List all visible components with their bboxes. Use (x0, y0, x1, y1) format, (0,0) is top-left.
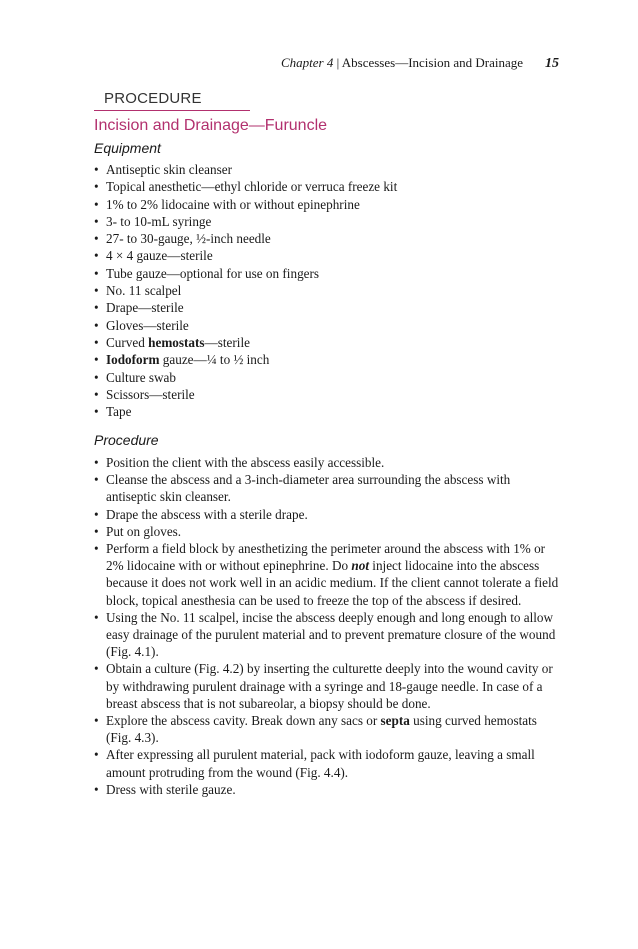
list-item: • Obtain a culture (Fig. 4.2) by inserting the culturette deeply into the wound cavity or by withdrawing purulent drainage with a syringe and 18-gauge needle. In case of a breast abscess that is not subareolar, a biopsy should be done. (94, 660, 564, 712)
list-item: • Drape—sterile (94, 299, 554, 316)
list-item: • Put on gloves. (94, 523, 564, 540)
bold-term: hemostats (148, 334, 205, 350)
procedure-rule (94, 110, 250, 111)
emphasis-not: not (351, 558, 369, 574)
list-item: • Scissors—sterile (94, 386, 554, 403)
running-head (281, 55, 559, 72)
list-item: • Explore the abscess cavity. Break down any sacs or septa using curved hemostats (Fig. 4.3). (94, 712, 564, 746)
list-item: • Position the client with the abscess easily accessible. (94, 454, 564, 471)
list-item: • Cleanse the abscess and a 3-inch-diameter area surrounding the abscess with antiseptic skin cleanser. (94, 471, 564, 505)
list-item: • After expressing all purulent material, pack with iodoform gauze, leaving a small amount protruding from the wound (Fig. 4.4). (94, 746, 564, 780)
list-item: • Using the No. 11 scalpel, incise the abscess deeply enough and long enough to allow easy drainage of the purulent material and to prevent premature closure of the wound (Fig. 4.1). (94, 609, 564, 661)
bold-term: Iodoform (106, 352, 160, 368)
list-item: • Culture swab (94, 369, 554, 386)
equipment-heading: Equipment (94, 140, 161, 156)
list-item: • No. 11 scalpel (94, 282, 554, 299)
procedure-label: PROCEDURE (104, 90, 202, 107)
list-item: • 3- to 10-mL syringe (94, 213, 554, 230)
list-item: • Drape the abscess with a sterile drape. (94, 506, 564, 523)
list-item: • Curved hemostats—sterile (94, 334, 554, 351)
chapter-title: Abscesses—Incision and Drainage (341, 55, 523, 70)
list-item: • 1% to 2% lidocaine with or without epinephrine (94, 196, 554, 213)
procedure-steps (94, 454, 564, 798)
chapter-label: Chapter 4 (281, 55, 334, 70)
list-item: • Tape (94, 403, 554, 420)
list-item: • Tube gauze—optional for use on fingers (94, 265, 554, 282)
equipment-list (94, 161, 554, 420)
bold-term: septa (380, 713, 410, 729)
list-item: • Dress with sterile gauze. (94, 781, 564, 798)
section-title: Incision and Drainage—Furuncle (94, 117, 328, 134)
procedure-heading: Procedure (94, 432, 159, 448)
header-separator: | (333, 55, 342, 70)
list-item: • Iodoform gauze—¼ to ½ inch (94, 351, 554, 368)
list-item: • 27- to 30-gauge, ½-inch needle (94, 230, 554, 247)
list-item: • 4 × 4 gauze—sterile (94, 247, 554, 264)
list-item: • Antiseptic skin cleanser (94, 161, 554, 178)
list-item: • Perform a field block by anesthetizing the perimeter around the abscess with 1% or 2% lidocaine with or without epinephrine. Do not inject lidocaine into the abscess because it does not work well in an acidic medium. If the client cannot tolerate a field block, topical anesthesia can be used to freeze the top of the abscess if desired. (94, 540, 564, 609)
page-number: 15 (545, 56, 559, 71)
list-item: • Topical anesthetic—ethyl chloride or verruca freeze kit (94, 178, 554, 195)
list-item: • Gloves—sterile (94, 317, 554, 334)
